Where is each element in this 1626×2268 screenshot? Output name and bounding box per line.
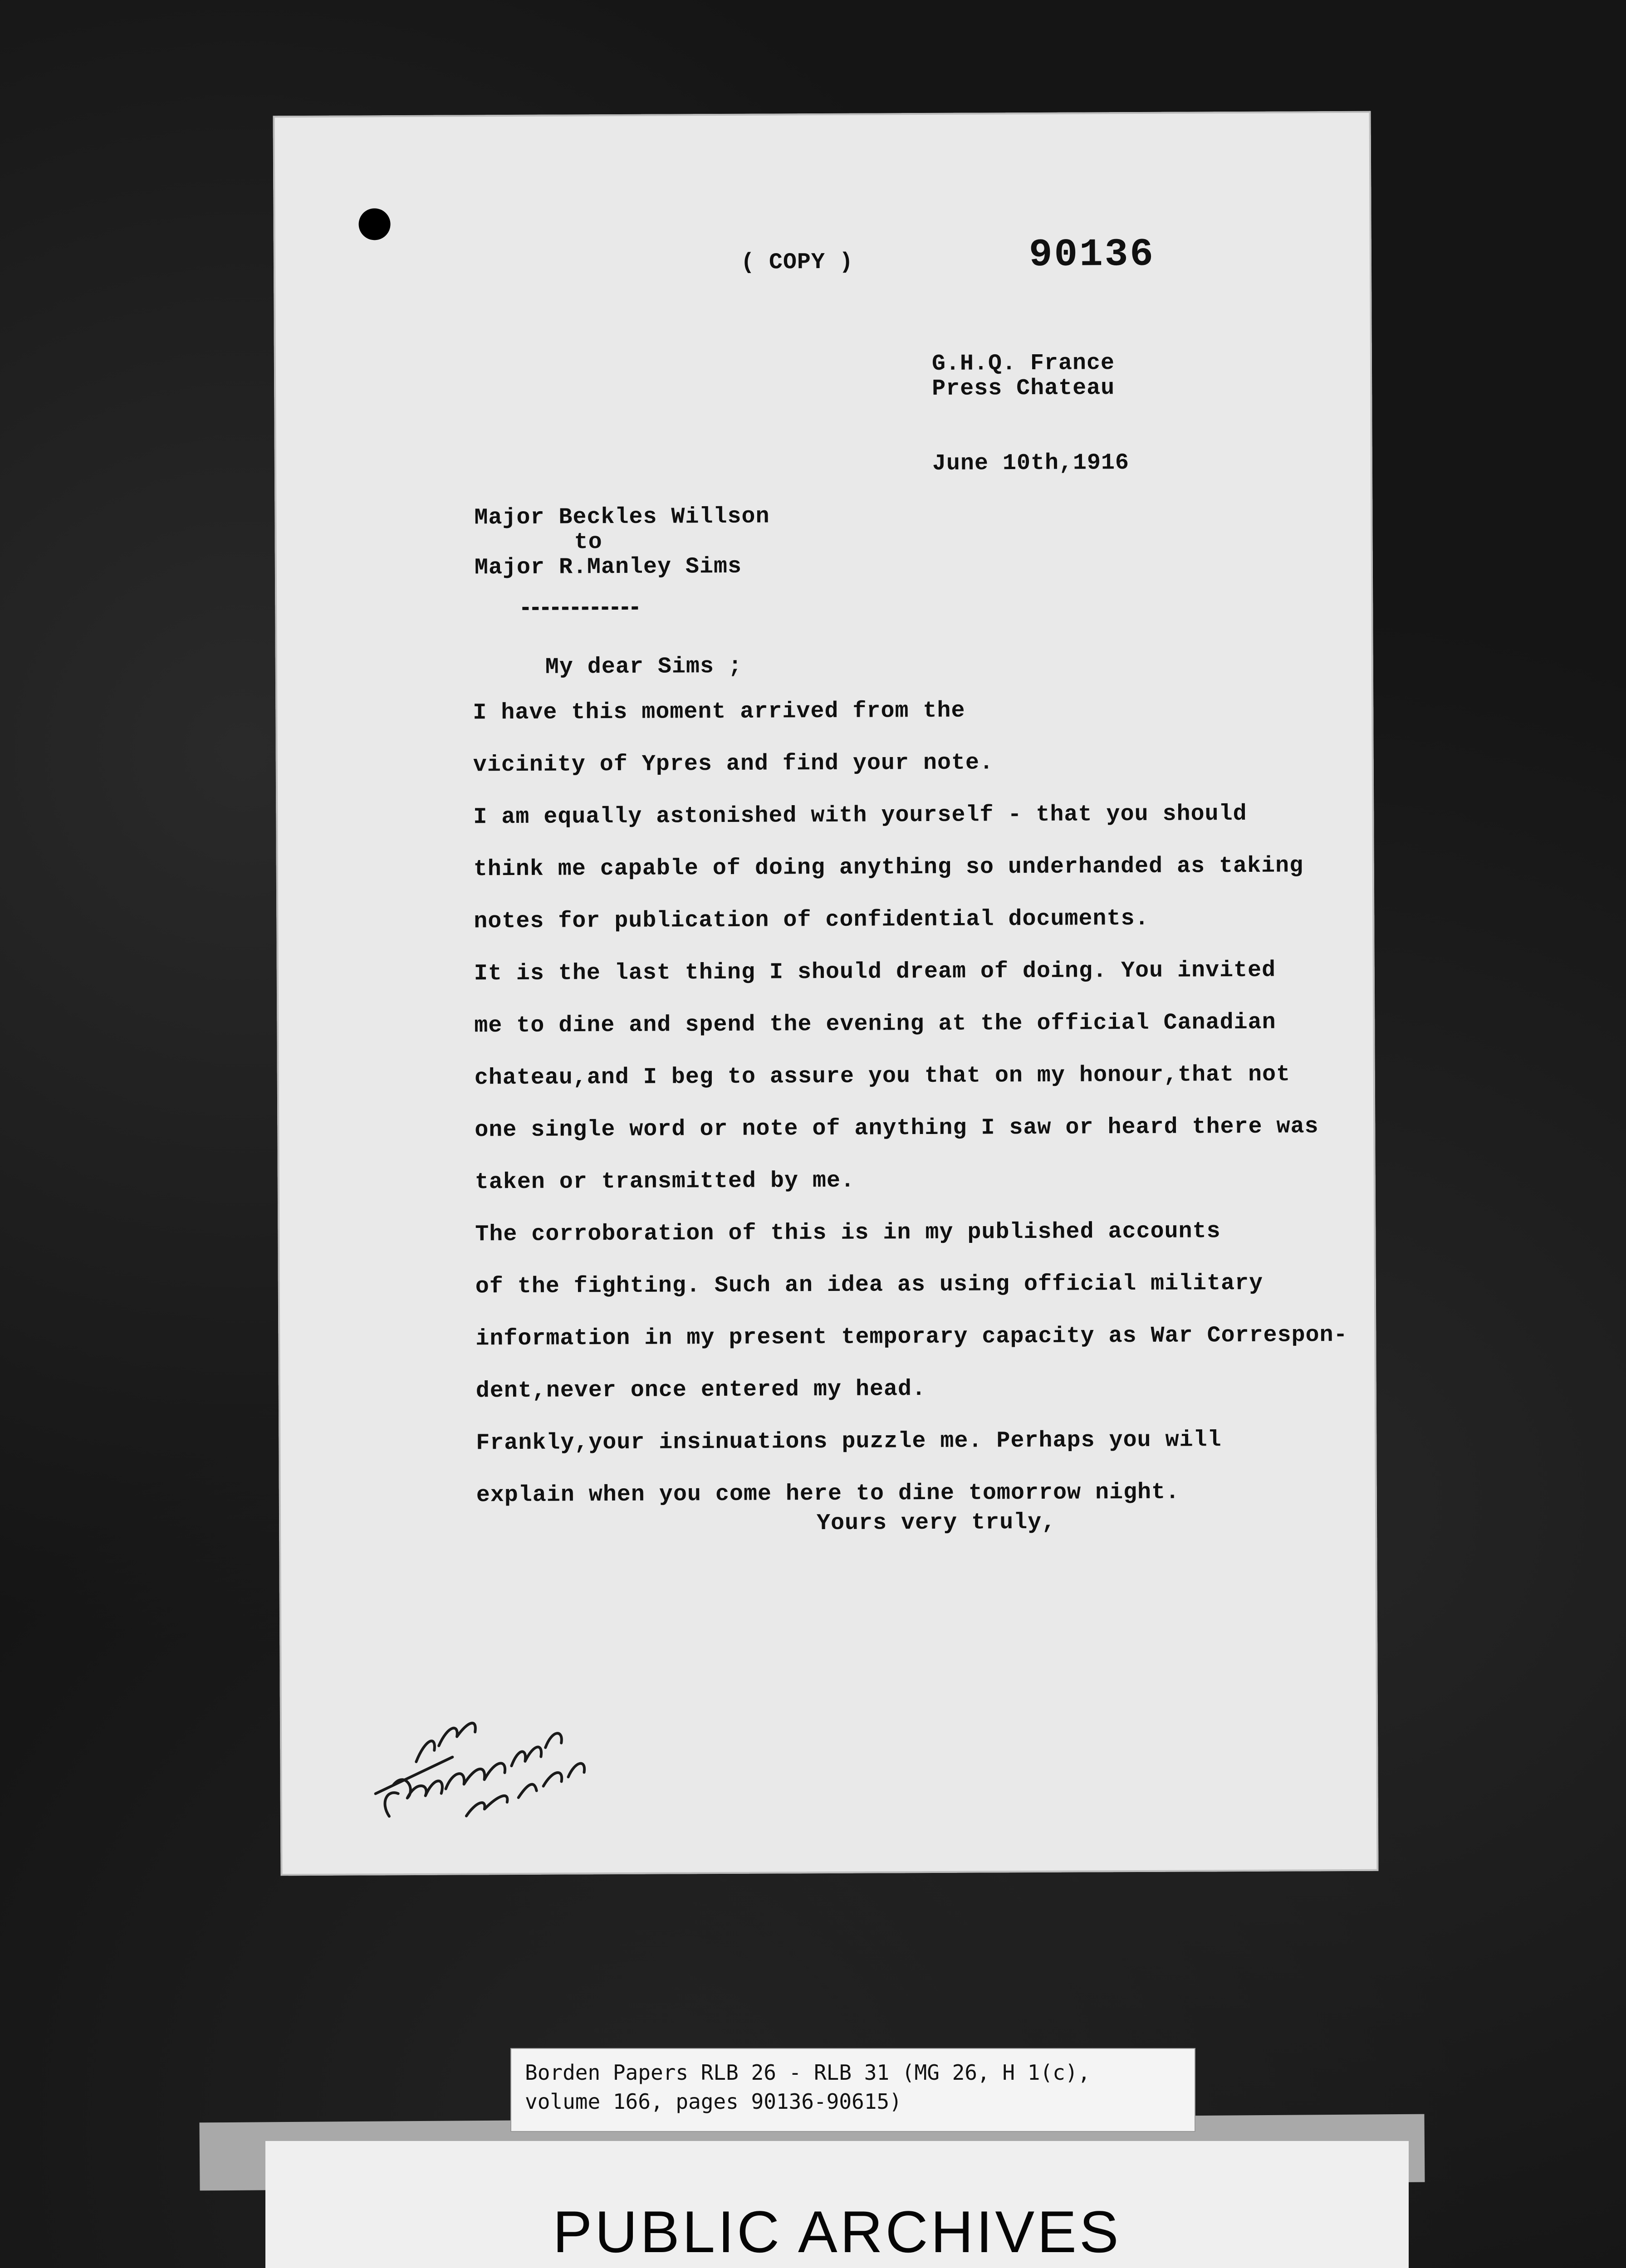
punch-hole xyxy=(358,208,390,240)
body-line: dent,never once entered my head. xyxy=(475,1376,926,1404)
body-line: of the fighting. Such an idea as using official military xyxy=(475,1270,1264,1300)
body-line: The corroboration of this is in my published accounts xyxy=(475,1218,1221,1248)
body-line: Frankly,your insinuations puzzle me. Perhaps you will xyxy=(476,1427,1222,1457)
body-line: notes for publication of confidential documents. xyxy=(474,905,1149,935)
body-line: chateau,and I beg to assure you that on my honour,that not xyxy=(474,1061,1291,1091)
body-line: think me capable of doing anything so underhanded as taking xyxy=(473,853,1304,883)
body-line: me to dine and spend the evening at the official Canadian xyxy=(474,1009,1276,1039)
location-line: Press Chateau xyxy=(932,375,1115,402)
body-line: explain when you come here to dine tomorrow night. xyxy=(476,1479,1180,1509)
sign-off: Yours very truly, xyxy=(816,1509,1056,1537)
location-line: G.H.Q. France xyxy=(931,350,1115,377)
reference-label-line: volume 166, pages 90136-90615) xyxy=(525,2089,902,2114)
to-word: to xyxy=(574,529,602,556)
sender-line: Major Beckles Willson xyxy=(474,503,770,531)
copy-label: ( COPY ) xyxy=(740,249,854,276)
reference-label xyxy=(510,2048,1195,2132)
archive-title-en: PUBLIC ARCHIVES xyxy=(553,2199,1122,2265)
body-line: It is the last thing I should dream of doing. You invited xyxy=(474,957,1276,987)
divider-rule xyxy=(522,606,638,610)
body-line: one single word or note of anything I saw or heard there was xyxy=(475,1114,1319,1144)
body-line: information in my present temporary capacity as War Correspon- xyxy=(475,1322,1348,1352)
document-number: 90136 xyxy=(1028,232,1156,278)
body-line: vicinity of Ypres and find your note. xyxy=(473,750,994,778)
salutation: My dear Sims ; xyxy=(545,653,743,680)
archive-card xyxy=(265,2141,1409,2268)
body-line: taken or transmitted by me. xyxy=(475,1168,855,1196)
letter-page xyxy=(273,111,1379,1876)
body-line: I am equally astonished with yourself - that you should xyxy=(473,801,1247,831)
letter-date: June 10th,1916 xyxy=(932,450,1130,477)
recipient-line: Major R.Manley Sims xyxy=(474,553,742,581)
handwritten-annotation xyxy=(362,1679,616,1830)
reference-label-line: Borden Papers RLB 26 - RLB 31 (MG 26, H 1(c), xyxy=(525,2060,1091,2085)
body-line: I have this moment arrived from the xyxy=(473,698,965,726)
